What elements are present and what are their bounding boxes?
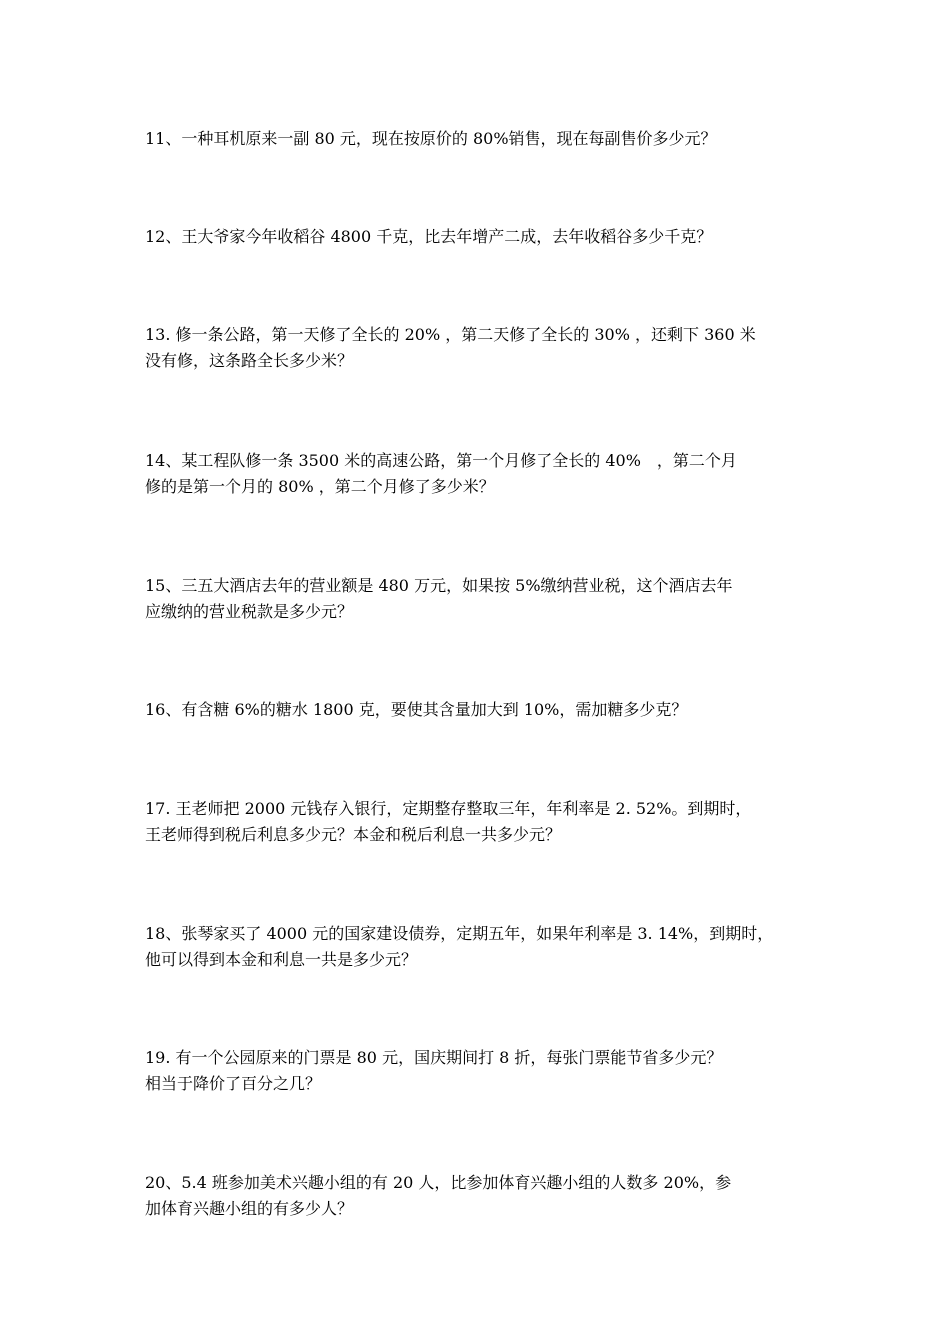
problem-line: 20、5.4 班参加美术兴趣小组的有 20 人，比参加体育兴趣小组的人数多 20%，参 (145, 1173, 732, 1192)
problem-18 (145, 921, 825, 973)
problem-19 (145, 1045, 825, 1097)
problem-line: 相当于降价了百分之几？ (145, 1074, 322, 1093)
problem-line: 应缴纳的营业税款是多少元？ (145, 602, 354, 621)
problem-line: 王老师得到税后利息多少元？本金和税后利息一共多少元？ (145, 825, 562, 844)
problem-line: 12、王大爷家今年收稻谷 4800 千克，比去年增产二成，去年收稻谷多少千克？ (145, 227, 713, 246)
problem-line: 他可以得到本金和利息一共是多少元？ (145, 950, 418, 969)
problem-line: 15、三五大酒店去年的营业额是 480 万元，如果按 5%缴纳营业税，这个酒店去年 (145, 576, 733, 595)
problem-line: 18、张琴家买了 4000 元的国家建设债券，定期五年，如果年利率是 3. 14%，到期时， (145, 924, 774, 943)
problem-11 (145, 126, 825, 152)
problem-line: 16、有含糖 6%的糖水 1800 克，要使其含量加大到 10%，需加糖多少克？ (145, 700, 688, 719)
problem-15 (145, 573, 825, 625)
problem-13 (145, 322, 825, 374)
problem-16 (145, 697, 825, 723)
problem-14 (145, 448, 825, 500)
problem-line: 加体育兴趣小组的有多少人？ (145, 1199, 354, 1218)
problem-line: 14、某工程队修一条 3500 米的高速公路，第一个月修了全长的 40% ，第二个月 (145, 451, 737, 470)
problem-line: 19. 有一个公园原来的门票是 80 元，国庆期间打 8 折，每张门票能节省多少元？ (145, 1048, 723, 1067)
problem-line: 修的是第一个月的 80% ，第二个月修了多少米？ (145, 477, 495, 496)
problem-line: 17. 王老师把 2000 元钱存入银行，定期整存整取三年，年利率是 2. 52%。到期时， (145, 799, 752, 818)
problem-line: 没有修，这条路全长多少米？ (145, 351, 354, 370)
problem-line: 11、一种耳机原来一副 80 元，现在按原价的 80%销售，现在每副售价多少元？ (145, 129, 717, 148)
problem-12 (145, 224, 825, 250)
problem-20 (145, 1170, 825, 1222)
problem-17 (145, 796, 825, 848)
problem-line: 13. 修一条公路，第一天修了全长的 20% ，第二天修了全长的 30% ，还剩下 360 米 (145, 325, 756, 344)
